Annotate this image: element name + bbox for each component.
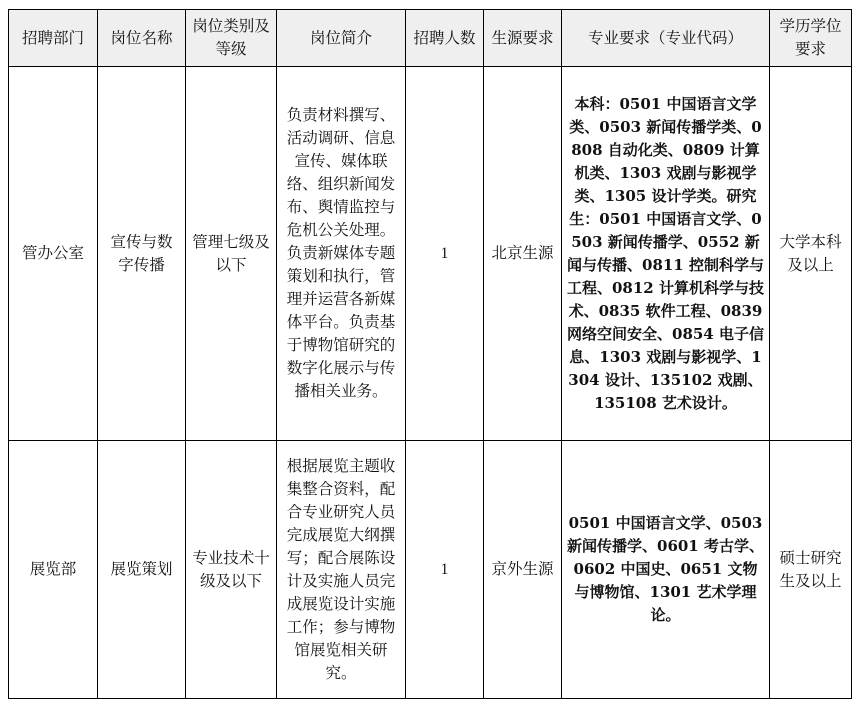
- cell-category: 管理七级及以下: [186, 67, 277, 441]
- header-intro: 岗位简介: [277, 10, 406, 67]
- cell-degree: 大学本科及以上: [770, 67, 852, 441]
- table-row: [9, 441, 852, 699]
- header-category: 岗位类别及等级: [186, 10, 277, 67]
- cell-origin: 北京生源: [484, 67, 562, 441]
- cell-dept: 管办公室: [9, 67, 98, 441]
- header-post: 岗位名称: [98, 10, 186, 67]
- cell-post: 宣传与数字传播: [98, 67, 186, 441]
- header-major: 专业要求（专业代码）: [562, 10, 770, 67]
- cell-dept: 展览部: [9, 441, 98, 699]
- cell-intro: 负责材料撰写、活动调研、信息宣传、媒体联络、组织新闻发布、舆情监控与危机公关处理。负责新媒体专题策划和执行，管理并运营各新媒体平台。负责基于博物馆研究的数字化展示与传播相关业务。: [277, 67, 406, 441]
- cell-count: 1: [406, 441, 484, 699]
- cell-count: 1: [406, 67, 484, 441]
- cell-category: 专业技术十级及以下: [186, 441, 277, 699]
- cell-origin: 京外生源: [484, 441, 562, 699]
- cell-intro: 根据展览主题收集整合资料，配合专业研究人员完成展览大纲撰写；配合展陈设计及实施人员完成展览设计实施工作；参与博物馆展览相关研究。: [277, 441, 406, 699]
- table-row: [9, 67, 852, 441]
- cell-major: 本科：0501 中国语言文学类、0503 新闻传播学类、0808 自动化类、0809 计算机类、1303 戏剧与影视学类、1305 设计学类。研究生：0501 中国语言文学、0503 新闻传播学、0552 新闻与传播、0811 控制科学与工程、0812 计算机科学与技术、0835 软件工程、0839 网络空间安全、0854 电子信息、1303 戏剧与影视学、1304 设计、135102 戏剧、135108 艺术设计。: [562, 67, 770, 441]
- header-degree: 学历学位要求: [770, 10, 852, 67]
- header-origin: 生源要求: [484, 10, 562, 67]
- header-row: [9, 10, 852, 67]
- cell-post: 展览策划: [98, 441, 186, 699]
- recruitment-table: [8, 9, 852, 699]
- header-dept: 招聘部门: [9, 10, 98, 67]
- cell-degree: 硕士研究生及以上: [770, 441, 852, 699]
- header-count: 招聘人数: [406, 10, 484, 67]
- cell-major: 0501 中国语言文学、0503 新闻传播学、0601 考古学、0602 中国史、0651 文物与博物馆、1301 艺术学理论。: [562, 441, 770, 699]
